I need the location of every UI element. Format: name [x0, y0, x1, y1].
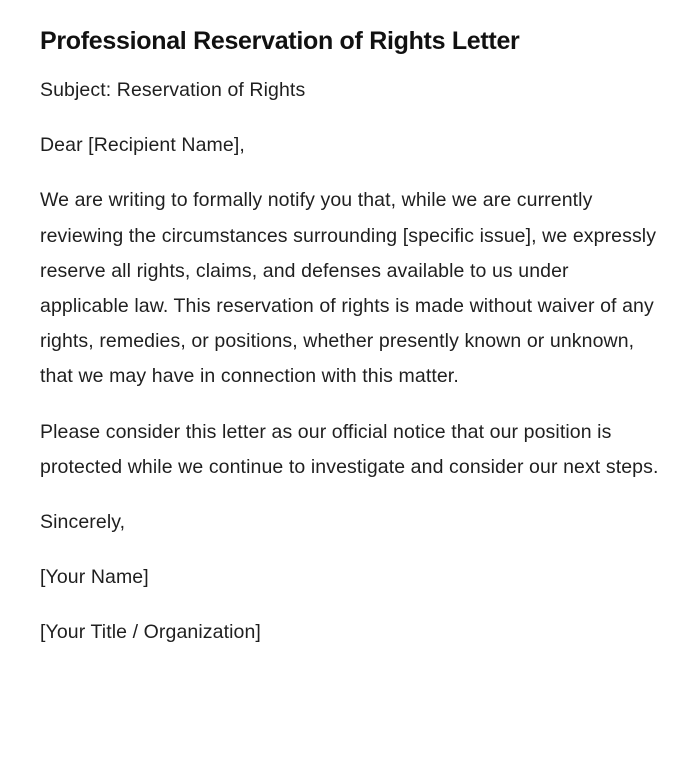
letter-title: Professional Reservation of Rights Letter	[40, 27, 520, 55]
letter-body-paragraph-2: Please consider this letter as our official notice that our position is protected while we continue to investigate and consider our next steps.	[40, 420, 659, 478]
letter-signature-title: [Your Title / Organization]	[40, 621, 261, 644]
letter-closing: Sincerely,	[40, 511, 126, 534]
letter-signature-name: [Your Name]	[40, 566, 149, 589]
letter-body-paragraph-1: We are writing to formally notify you that, while we are currently reviewing the circumstances surrounding [specific issue], we expressly reserve all rights, claims, and defenses available to us under applicable law. This reservation of rights is made without waiver of any rights, remedies, or positions, whether presently known or unknown, that we may have in connection with this matter.	[40, 189, 657, 388]
letter-subject: Subject: Reservation of Rights	[40, 79, 306, 101]
letter-salutation: Dear [Recipient Name],	[40, 134, 245, 157]
